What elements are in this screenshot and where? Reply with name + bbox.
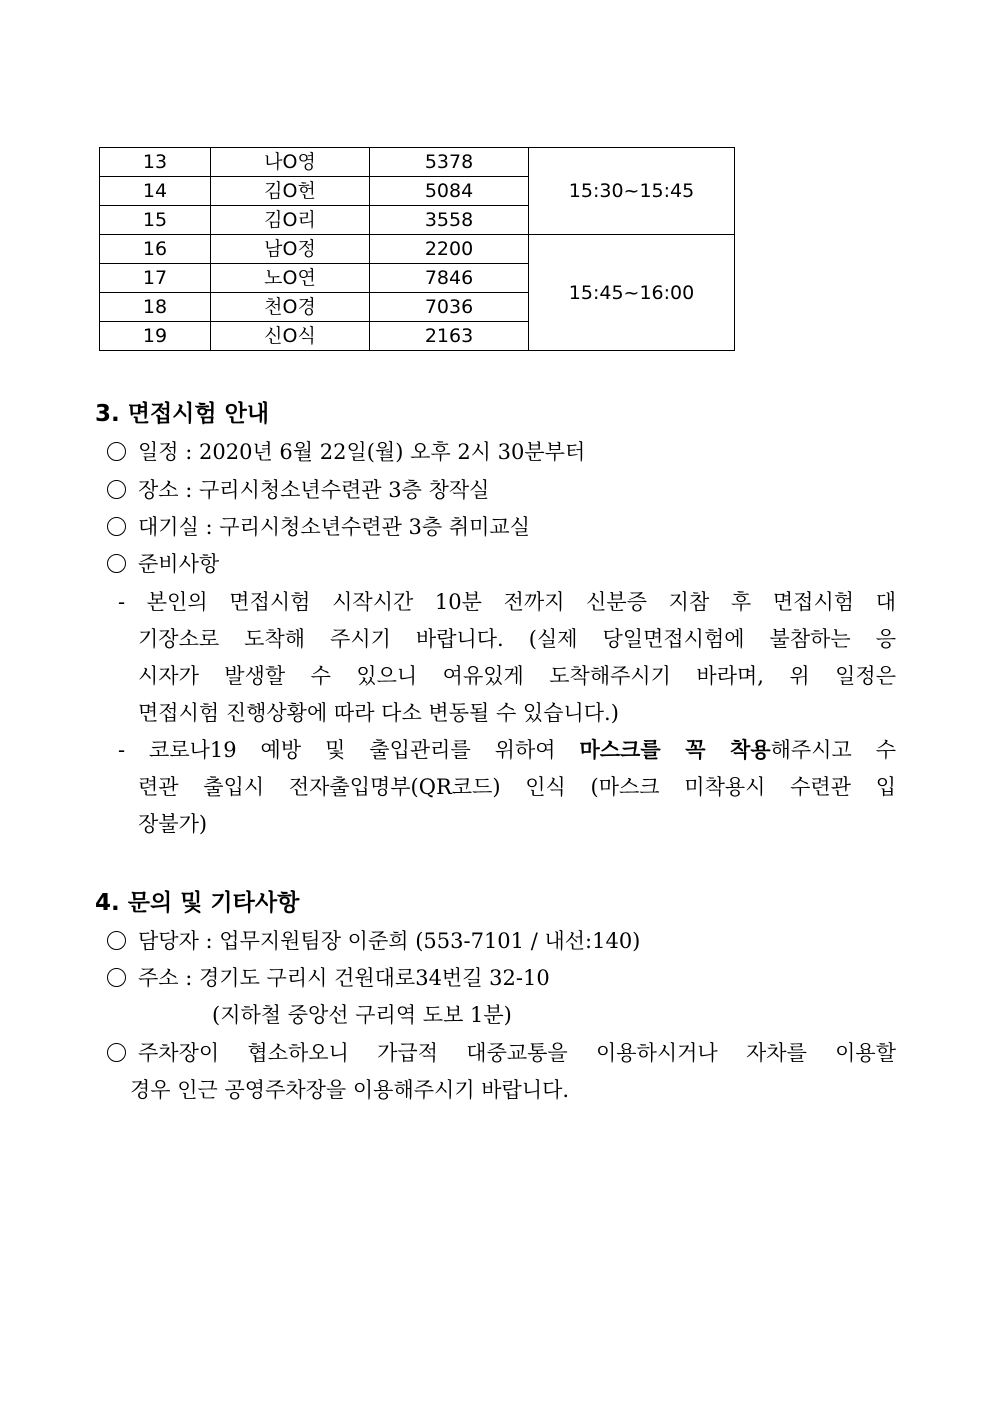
circle-bullet-icon [107,554,126,573]
row-number: 19 [100,322,211,351]
note-1-line-3: 시자가 발생할 수 있으니 여유있게 도착해주시기 바라며, 위 일정은 [138,664,896,688]
address-item [107,962,550,992]
applicant-name: 신O식 [211,322,370,351]
time-slot: 15:30~15:45 [529,148,735,235]
note-2-line-2: 련관 출입시 전자출입명부(QR코드) 인식 (마스크 미착용시 수련관 입 [138,775,896,799]
table-row [100,148,735,177]
schedule-table [99,147,735,351]
circle-bullet-icon [107,1043,126,1062]
preparation-text: 준비사항 [138,552,220,576]
schedule-text: 일정 : 2020년 6월 22일(월) 오후 2시 30분부터 [138,440,586,464]
address-text: 주소 : 경기도 구리시 건원대로34번길 32-10 [138,966,550,990]
note-1-line-4: 면접시험 진행상황에 따라 다소 변동될 수 있습니다.) [138,701,619,725]
section-3-heading: 3. 면접시험 안내 [95,401,270,427]
circle-bullet-icon [107,517,126,536]
section-4-heading: 4. 문의 및 기타사항 [95,890,300,916]
circle-bullet-icon [107,931,126,950]
note-2-text: - 코로나19 예방 및 출입관리를 위하여 [118,738,580,762]
circle-bullet-icon [107,442,126,461]
row-number: 14 [100,177,211,206]
place-item [107,474,489,504]
parking-text: 주차장이 협소하오니 가급적 대중교통을 이용하시거나 자차를 이용할 [138,1041,896,1065]
address-detail: (지하철 중앙선 구리역 도보 1분) [212,1003,512,1027]
row-number: 13 [100,148,211,177]
applicant-name: 김O리 [211,206,370,235]
applicant-number: 2200 [370,235,529,264]
table-row [100,235,735,264]
applicant-number: 5378 [370,148,529,177]
note-2-line-1 [118,734,896,764]
applicant-name: 남O정 [211,235,370,264]
applicant-name: 노O연 [211,264,370,293]
row-number: 17 [100,264,211,293]
preparation-item [107,548,219,578]
applicant-number: 2163 [370,322,529,351]
applicant-number: 3558 [370,206,529,235]
circle-bullet-icon [107,968,126,987]
note-2-line-3: 장불가) [138,812,208,836]
waiting-room-item [107,511,530,541]
contact-text: 담당자 : 업무지원팀장 이준희 (553-7101 / 내선:140) [138,929,641,953]
applicant-name: 김O헌 [211,177,370,206]
waiting-room-text: 대기실 : 구리시청소년수련관 3층 취미교실 [138,515,530,539]
contact-item [107,925,640,955]
schedule-item [107,436,585,466]
applicant-number: 5084 [370,177,529,206]
applicant-name: 천O경 [211,293,370,322]
parking-line-2: 경우 인근 공영주차장을 이용해주시기 바랍니다. [130,1078,570,1102]
circle-bullet-icon [107,480,126,499]
note-1-line-2: 기장소로 도착해 주시기 바랍니다. (실제 당일면접시험에 불참하는 응 [138,627,896,651]
parking-line-1 [107,1037,896,1067]
note-2-text-end: 해주시고 수 [770,738,896,762]
row-number: 15 [100,206,211,235]
mask-emphasis: 마스크를 꼭 착용 [579,737,771,762]
applicant-number: 7846 [370,264,529,293]
row-number: 16 [100,235,211,264]
applicant-name: 나O영 [211,148,370,177]
time-slot: 15:45~16:00 [529,235,735,351]
applicant-number: 7036 [370,293,529,322]
row-number: 18 [100,293,211,322]
note-1-line-1: - 본인의 면접시험 시작시간 10분 전까지 신분증 지참 후 면접시험 대 [118,590,896,614]
place-text: 장소 : 구리시청소년수련관 3층 창작실 [138,478,490,502]
